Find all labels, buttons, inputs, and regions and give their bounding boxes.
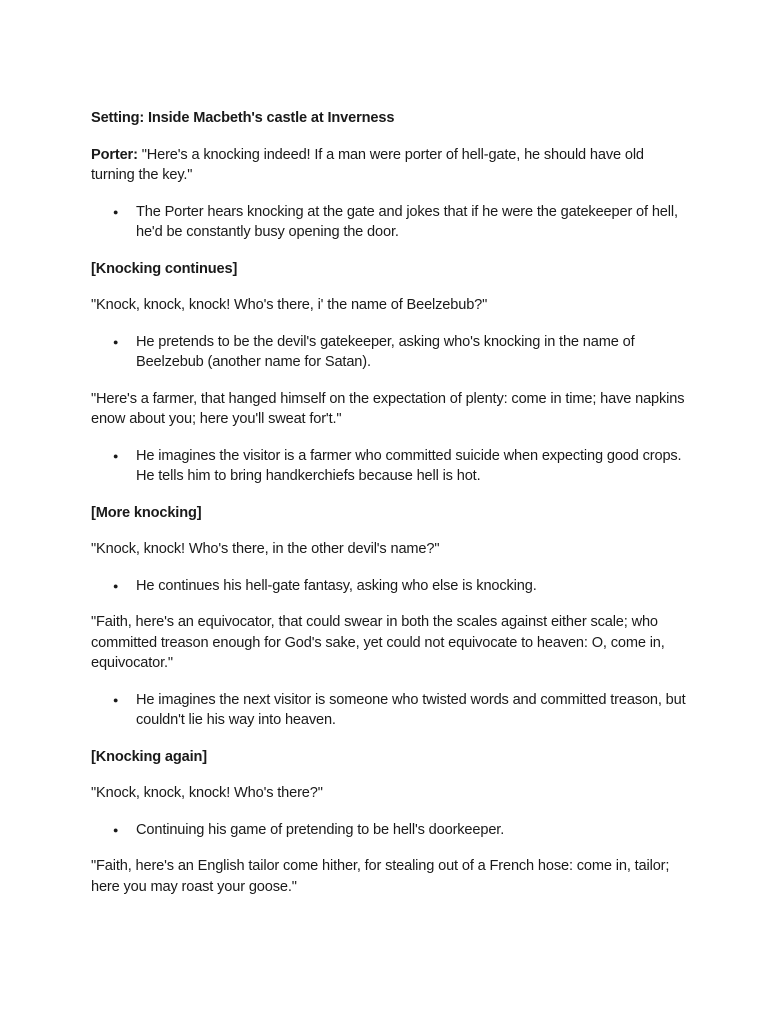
porter-line	[91, 145, 691, 186]
stage-direction: [Knocking continues]	[91, 260, 238, 277]
speaker-label: Porter:	[91, 146, 138, 163]
document-page	[91, 108, 691, 913]
bullet-item: ● He imagines the next visitor is someone who twisted words and committed treason, but couldn't lie his way into heaven.	[91, 690, 691, 731]
bullet-item: ● He imagines the visitor is a farmer who committed suicide when expecting good crops. He tells him to bring handkerchiefs because hell is hot.	[91, 446, 691, 487]
quote-line: "Knock, knock, knock! Who's there, i' the name of Beelzebub?"	[91, 297, 488, 313]
stage-direction: [Knocking again]	[91, 748, 207, 765]
quote-line: "Knock, knock! Who's there, in the other devil's name?"	[91, 541, 440, 557]
porter-quote: "Here's a knocking indeed! If a man were porter of hell-gate, he should have old turning the key."	[91, 146, 644, 183]
stage-direction: [More knocking]	[91, 504, 202, 521]
quote-line: "Faith, here's an equivocator, that could swear in both the scales against either scale; who committed treason enough for God's sake, yet could not equivocate to heaven: O, come in, equivocator."	[91, 614, 665, 671]
bullet-item: ● The Porter hears knocking at the gate and jokes that if he were the gatekeeper of hell, he'd be constantly busy opening the door.	[91, 202, 691, 243]
quote-line: "Knock, knock, knock! Who's there?"	[91, 785, 323, 801]
bullet-item: ● Continuing his game of pretending to be hell's doorkeeper.	[91, 820, 691, 841]
quote-line: "Here's a farmer, that hanged himself on the expectation of plenty: come in time; have napkins enow about you; here you'll sweat for't."	[91, 390, 685, 427]
setting-heading: Setting: Inside Macbeth's castle at Inverness	[91, 110, 395, 126]
bullet-item: ● He pretends to be the devil's gatekeeper, asking who's knocking in the name of Beelzebub (another name for Satan).	[91, 332, 691, 373]
bullet-item: ● He continues his hell-gate fantasy, asking who else is knocking.	[91, 576, 691, 597]
quote-line: "Faith, here's an English tailor come hither, for stealing out of a French hose: come in, tailor; here you may roast your goose."	[91, 858, 670, 895]
